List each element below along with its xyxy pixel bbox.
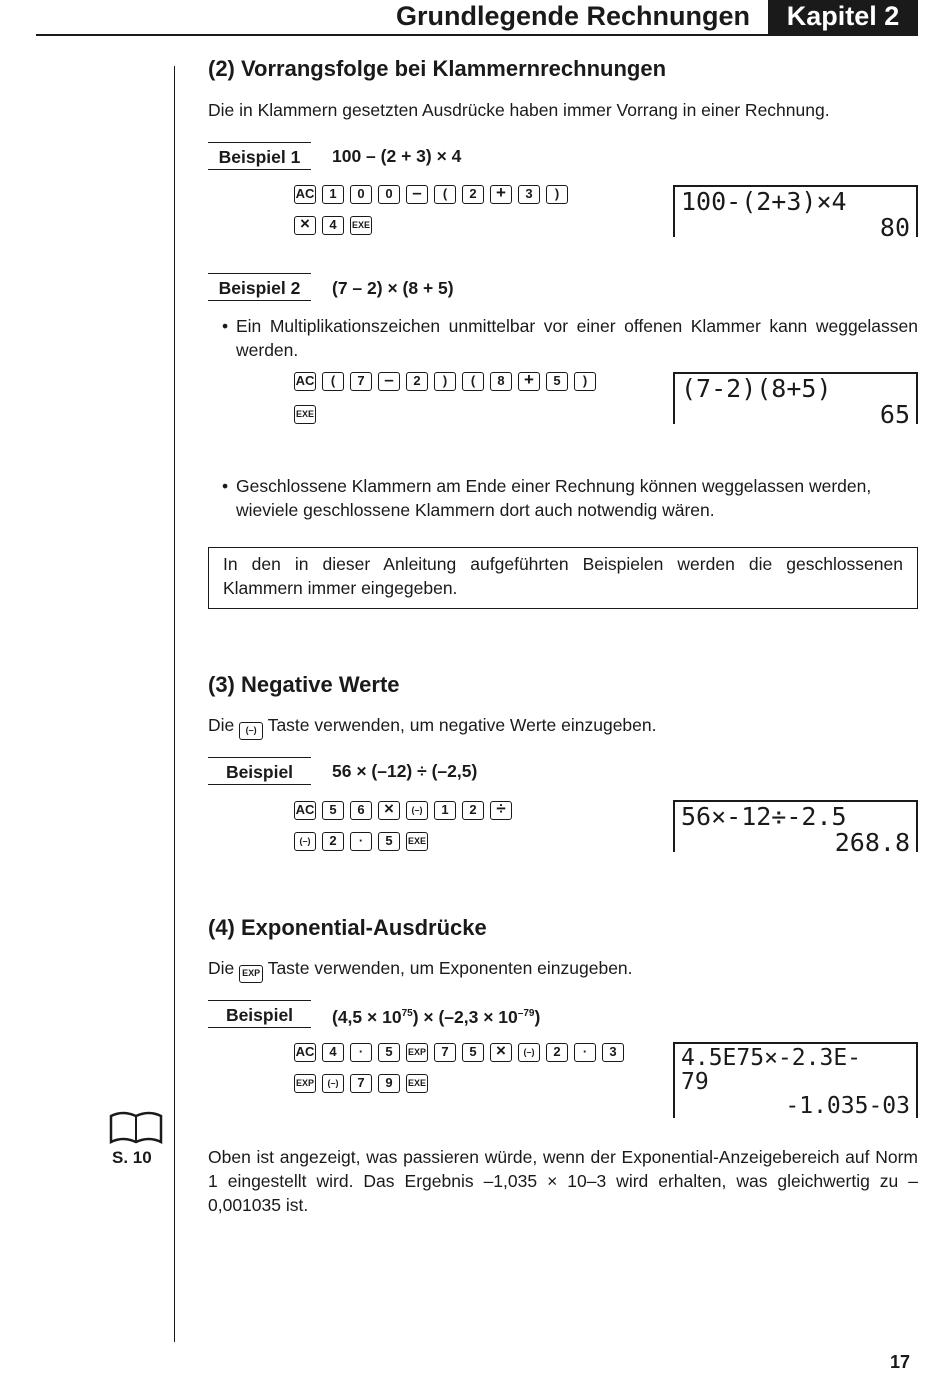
display-result: 268.8: [834, 828, 910, 857]
section-intro: Die in Klammern gesetzten Ausdrücke haben immer Vorrang in einer Rechnung.: [208, 100, 830, 120]
bullet-text: Ein Multiplikationszeichen unmittelbar vor einer offenen Klammer kann weggelassen werden.: [236, 316, 918, 360]
calculator-key: EXE: [294, 405, 316, 424]
calculator-key: 2: [462, 185, 484, 204]
calculator-key: AC: [294, 801, 316, 820]
expr-part: ): [534, 1006, 541, 1027]
calculator-key: (–): [518, 1043, 540, 1062]
calculator-key: EXP: [294, 1074, 316, 1093]
calculator-key: (–): [294, 832, 316, 851]
calculator-key: ×: [294, 216, 316, 235]
calculator-key: (: [434, 185, 456, 204]
display-line: 79: [681, 1069, 709, 1095]
page-number: 17: [890, 1352, 911, 1372]
calculator-key: ): [574, 372, 596, 391]
calculator-key: 4: [322, 216, 344, 235]
example-expression: 56 × (–12) ÷ (–2,5): [332, 761, 478, 781]
calculator-key: EXE: [350, 216, 372, 235]
negative-key-icon: (–): [239, 722, 263, 740]
calculator-key: 0: [350, 185, 372, 204]
calculator-key: 5: [378, 832, 400, 851]
key-sequence: [294, 403, 316, 425]
calculator-key: 2: [406, 372, 428, 391]
calculator-key: AC: [294, 372, 316, 391]
note-box: In den in dieser Anleitung aufgeführten Beispielen werden die geschlossenen Klammern immer eingegeben.: [208, 547, 918, 609]
key-sequence: [294, 799, 512, 821]
calculator-key: EXE: [406, 1074, 428, 1093]
calculator-key: 1: [434, 801, 456, 820]
page-reference: S. 10: [112, 1148, 152, 1167]
calculator-key: (: [322, 372, 344, 391]
display-result: -1.035-03: [785, 1093, 910, 1119]
calculator-key: AC: [294, 1043, 316, 1062]
key-sequence: [294, 214, 372, 236]
calculator-key: ·: [574, 1043, 596, 1062]
calculator-key: ·: [350, 832, 372, 851]
calculator-display: [673, 372, 918, 429]
calculator-key: AC: [294, 185, 316, 204]
section-heading: (4) Exponential-Ausdrücke: [208, 915, 487, 940]
intro-text: Die: [208, 715, 235, 735]
example-expression: (7 – 2) × (8 + 5): [332, 278, 454, 298]
calculator-key: 0: [378, 185, 400, 204]
section-intro: [208, 956, 918, 983]
calculator-key: 9: [378, 1074, 400, 1093]
exp-key-icon: EXP: [239, 965, 263, 983]
bullet-note: • Ein Multiplikationszeichen unmittelbar vor einer offenen Klammer kann weggelassen werden.: [222, 316, 918, 360]
key-sequence: [294, 1072, 428, 1094]
calculator-key: 7: [434, 1043, 456, 1062]
calculator-key: +: [518, 372, 540, 391]
calculator-key: ): [434, 372, 456, 391]
calculator-key: 2: [462, 801, 484, 820]
example-expression: [332, 1003, 540, 1028]
header-title: Grundlegende Rechnungen: [395, 1, 750, 31]
key-sequence: [294, 183, 568, 205]
bullet-note: • Geschlossene Klammern am Ende einer Rechnung können weggelassen werden, wieviele geschlossene Klammern dort auch notwendig wären.: [222, 474, 918, 522]
calculator-key: 5: [462, 1043, 484, 1062]
key-sequence: [294, 1041, 624, 1063]
calculator-display: [673, 800, 918, 857]
display-line: 56×-12÷-2.5: [681, 802, 847, 831]
calculator-key: 5: [322, 801, 344, 820]
display-result: 65: [879, 400, 910, 429]
calculator-key: –: [378, 372, 400, 391]
display-line: 100-(2+3)×4: [681, 187, 847, 216]
calculator-key: EXE: [406, 832, 428, 851]
section-heading: (2) Vorrangsfolge bei Klammernrechnungen: [208, 56, 667, 81]
calculator-key: 3: [602, 1043, 624, 1062]
display-line: 4.5E75×-2.3E-: [681, 1045, 862, 1071]
section-intro: [208, 713, 918, 740]
chapter-badge: Kapitel 2: [768, 0, 918, 36]
calculator-key: 2: [322, 832, 344, 851]
expr-exponent: –79: [517, 1008, 535, 1019]
example-label: Beispiel: [208, 757, 311, 785]
display-result: 80: [879, 213, 910, 242]
intro-text: Die: [208, 958, 235, 978]
calculator-key: 2: [546, 1043, 568, 1062]
expr-exponent: 75: [401, 1008, 413, 1019]
calculator-key: 7: [350, 1074, 372, 1093]
calculator-key: ×: [490, 1043, 512, 1062]
intro-text: Taste verwenden, um negative Werte einzugeben.: [267, 715, 657, 735]
example-label: Beispiel 2: [208, 273, 311, 301]
calculator-key: –: [406, 185, 428, 204]
expr-part: ) × (–2,3 × 10: [412, 1006, 518, 1027]
calculator-key: +: [490, 185, 512, 204]
calculator-key: ×: [378, 801, 400, 820]
display-line: (7-2)(8+5): [681, 374, 832, 403]
closing-paragraph: Oben ist angezeigt, was passieren würde, wenn der Exponential-Anzeigebereich auf Norm 1 eingestellt wird. Das Ergebnis –1,035 × 10–3 wird erhalten, was gleichwertig zu –0,001035 ist.: [208, 1147, 918, 1215]
header-rule: [36, 34, 918, 36]
calculator-key: 1: [322, 185, 344, 204]
calculator-key: 3: [518, 185, 540, 204]
open-book-icon: [108, 1108, 164, 1148]
calculator-key: 6: [350, 801, 372, 820]
calculator-display: [673, 185, 918, 242]
calculator-key: 8: [490, 372, 512, 391]
calculator-key: ÷: [490, 801, 512, 820]
calculator-key: 5: [546, 372, 568, 391]
key-sequence: [294, 370, 596, 392]
calculator-key: EXP: [406, 1043, 428, 1062]
intro-text: Taste verwenden, um Exponenten einzugeben.: [267, 958, 633, 978]
calculator-key: ): [546, 185, 568, 204]
section-heading: (3) Negative Werte: [208, 672, 400, 697]
example-label: Beispiel: [208, 1000, 311, 1028]
calculator-key: 4: [322, 1043, 344, 1062]
expr-part: (4,5 × 10: [332, 1006, 402, 1027]
calculator-key: (–): [406, 801, 428, 820]
margin-rule: [174, 66, 175, 1342]
calculator-key: 7: [350, 372, 372, 391]
calculator-key: (: [462, 372, 484, 391]
example-label: Beispiel 1: [208, 142, 311, 170]
bullet-text: Geschlossene Klammern am Ende einer Rechnung können weggelassen werden, wieviele geschlossene Klammern dort auch notwendig wären.: [236, 476, 872, 520]
calculator-key: ·: [350, 1043, 372, 1062]
key-sequence: [294, 830, 428, 852]
calculator-display: [673, 1042, 918, 1118]
calculator-key: 5: [378, 1043, 400, 1062]
example-expression: 100 – (2 + 3) × 4: [332, 146, 462, 166]
calculator-key: (–): [322, 1074, 344, 1093]
